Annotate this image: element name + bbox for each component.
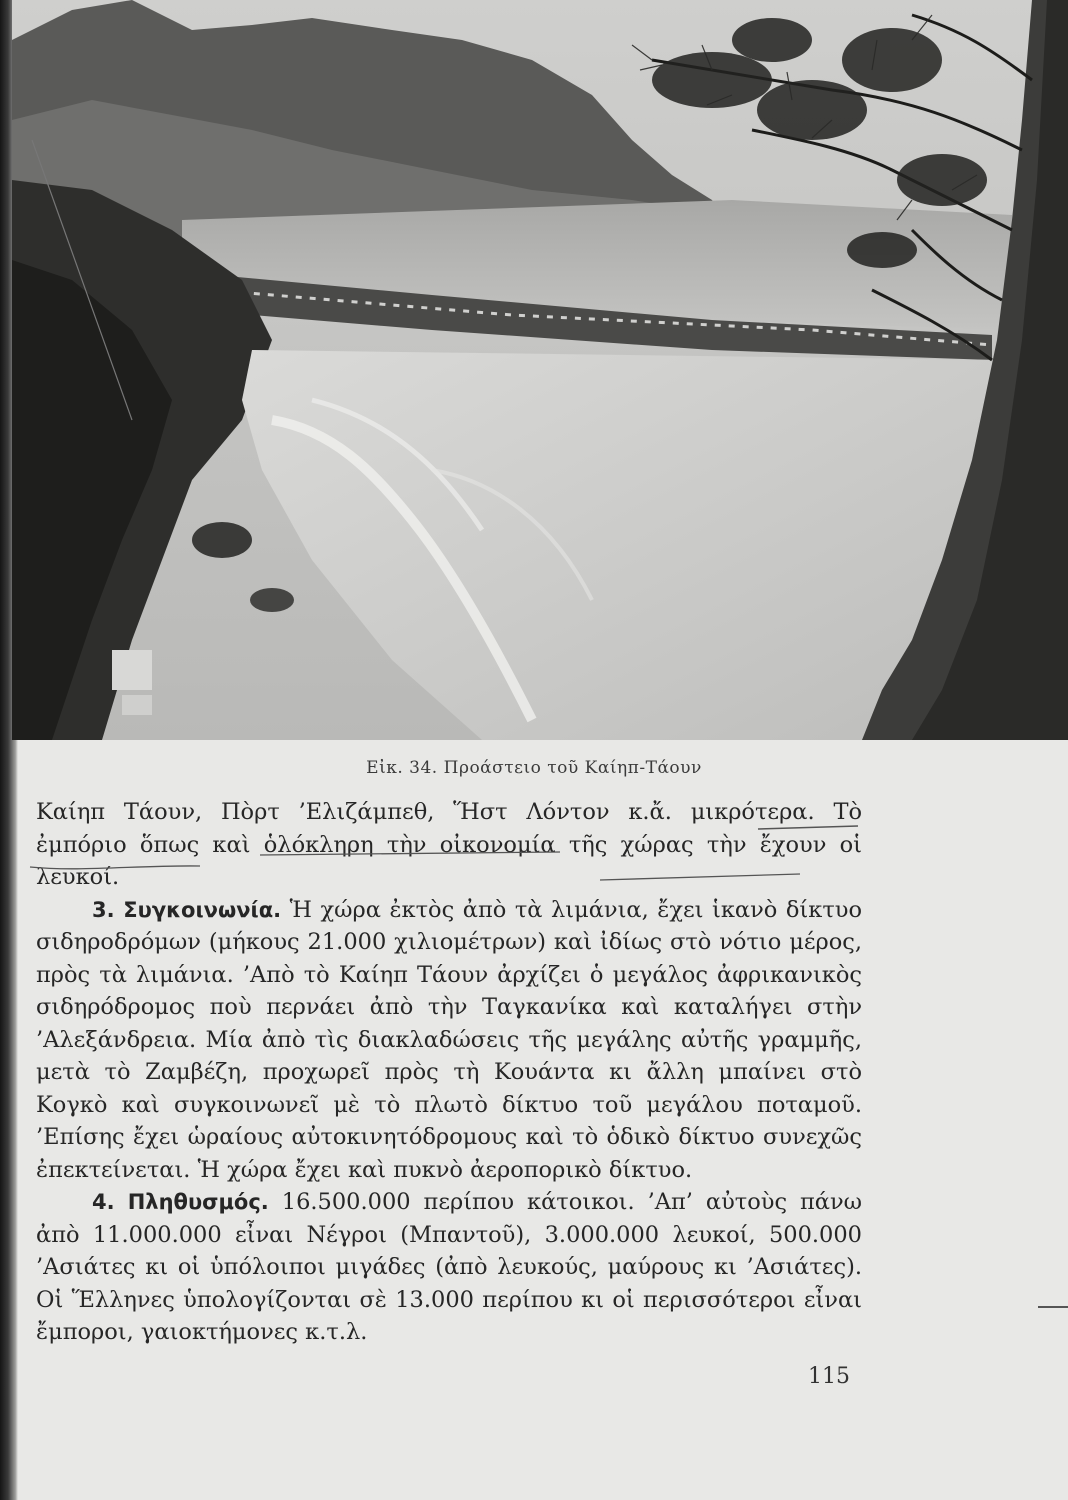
body-text [36, 796, 862, 1349]
figure-photo [12, 0, 1068, 740]
paragraph-trade: Καίηπ Τάουν, Πὸρτ ’Ελιζάμπεθ, Ἥστ Λόντον κ.ἄ. μικρότερα. Τὸ ἐμπόριο ὅπως καὶ ὁλόκληρη τὴν οἰκονομία τῆς χώρας τὴν ἔχουν οἱ λευκοί. [36, 799, 862, 890]
section-heading-transport: 3. Συγκοινωνία. [92, 897, 282, 922]
margin-mark [1038, 1306, 1068, 1308]
figure-caption: Εἰκ. 34. Προάστειο τοῦ Καίηπ-Τάουν [366, 758, 702, 778]
paragraph-population [36, 1186, 862, 1349]
section-body-population: 16.500.000 περίπου κάτοικοι. ’Απ’ αὐτοὺς πάνω ἀπὸ 11.000.000 εἶναι Νέγροι (Μπαντοῦ), 3.000.000 λευκοί, 500.000 ’Ασιάτες κι οἱ ὑπόλοιποι μιγάδες (ἀπὸ λευκούς, μαύρους κι ’Ασιάτες). Οἱ Ἕλληνες ὑπολογίζονται σὲ 13.000 περίπου κι οἱ περισσότεροι εἶναι ἔμποροι, γαιοκτήμονες κ.τ.λ. [36, 1189, 863, 1345]
page-number: 115 [808, 1364, 850, 1389]
paragraph-transport [36, 894, 862, 1187]
section-heading-population: 4. Πληθυσμός. [92, 1190, 269, 1214]
section-body-transport: Ἡ χώρα ἐκτὸς ἀπὸ τὰ λιμάνια, ἔχει ἱκανὸ δίκτυο σιδηροδρόμων (μήκους 21.000 χιλιομέτρων) καὶ ἰδίως στὸ νότιο μέρος, πρὸς τὰ λιμάνια. ’Απὸ τὸ Καίηπ Τάουν ἀρχίζει ὁ μεγάλος ἀφρικανικὸς σιδηρόδρομος ποὺ περνάει ἀπὸ τὴν Ταγκανίκα καὶ καταλήγει στὴν ’Αλεξάνδρεια. Μία ἀπὸ τὶς διακλαδώσεις τῆς μεγάλης αὐτῆς γραμμῆς, μετὰ τὸ Ζαμβέζη, προχωρεῖ πρὸς τὴ Κουάντα κι ἄλλη μπαίνει στὸ Κογκὸ καὶ συγκοινωνεῖ μὲ τὸ πλωτὸ δίκτυο τοῦ μεγάλου ποταμοῦ. ’Επίσης ἔχει ὡραίους αὐτοκινητόδρομους καὶ τὸ ὁδικὸ δίκτυο συνεχῶς ἐπεκτείνεται. Ἡ χώρα ἔχει καὶ πυκνὸ ἀεροπορικὸ δίκτυο. [36, 896, 862, 1183]
